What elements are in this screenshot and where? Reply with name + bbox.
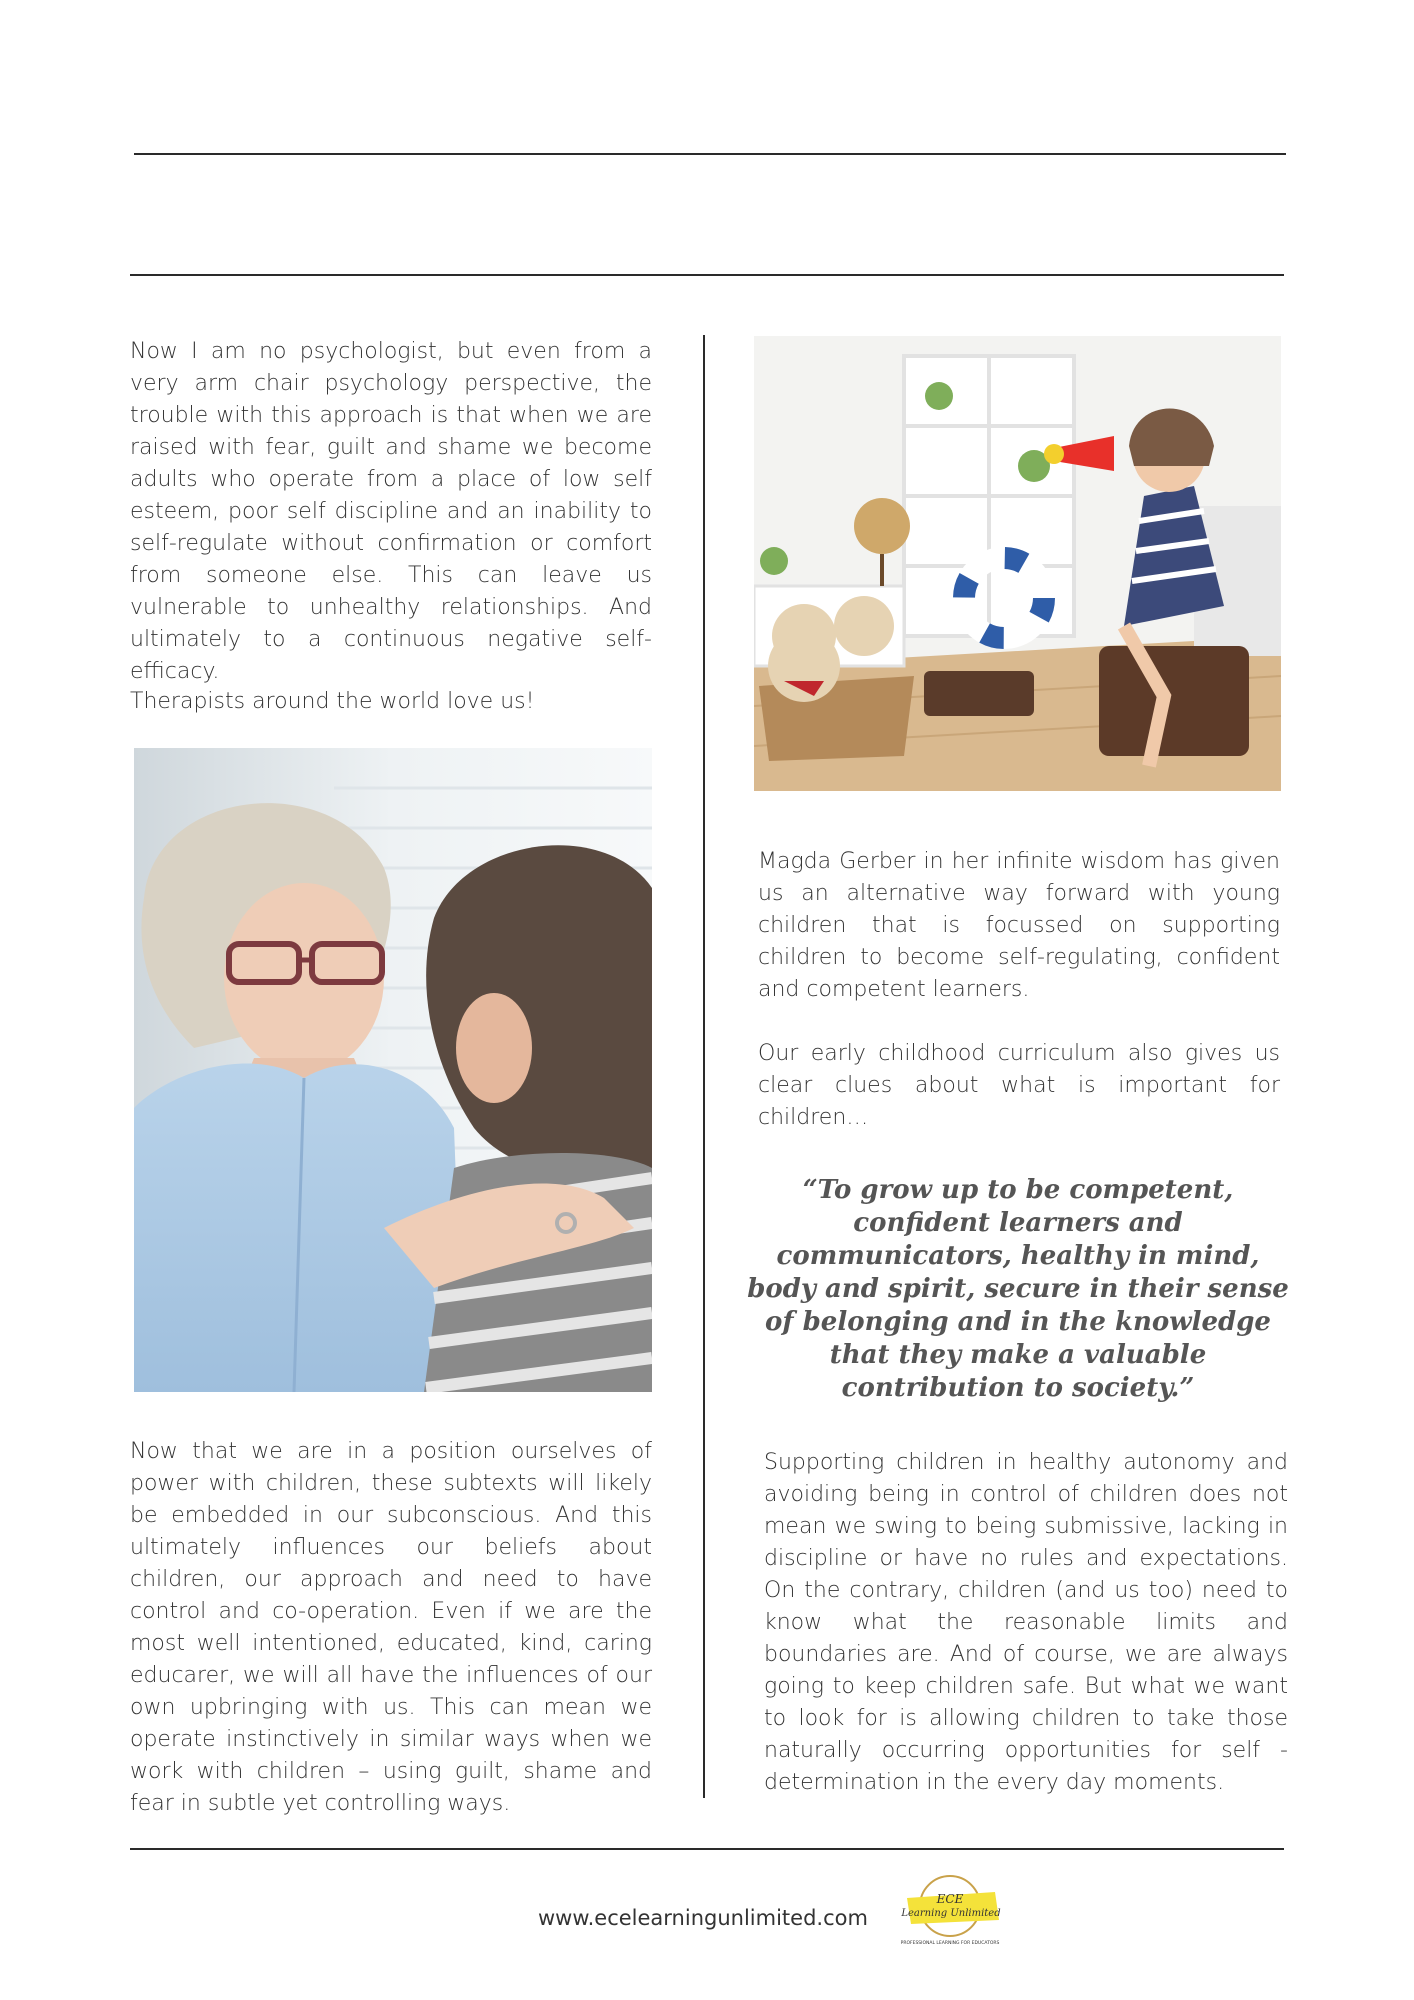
right-paragraph-3: Supporting children in healthy autonomy and avoiding being in control of children does not mean we swing to being submissive, lacking in discipline or have no rules and expectations. On the contrary, children (and us too) need to know what the reasonable limits and boundaries are. And of course, we are always going to keep children safe. But what we want to look for is allowing children to take those naturally occurring opportunities for self -determination in the every day moments. [764,1450,1288,1795]
left-paragraph-1: Now I am no psychologist, but even from a very arm chair psychology perspective, the trouble with this approach is that when we are raised with fear, guilt and shame we become adults who operate from a place of low self esteem, poor self discipline and an inability to self-regulate without confirmation or comfort from someone else. This can leave us vulnerable to unhealthy relationships. And ultimately to a continuous negative self-efficacy. [130,339,652,684]
top-rule [134,153,1286,155]
right-paragraph-2: Our early childhood curriculum also gives us clear clues about what is important for children… [758,1041,1280,1130]
svg-text:Learning Unlimited: Learning Unlimited [901,1908,1001,1919]
right-paragraph-1: Magda Gerber in her infinite wisdom has given us an alternative way forward with young children that is focussed on supporting children to become self-regulating, confident and competent learners. [758,849,1280,1002]
therapy-session-photo [134,748,652,1392]
curriculum-quote: “To grow up to be competent, confident learners and communicators, healthy in mind, body and spirit, secure in their sense of belonging and in the knowledge that they make a valuable contribution to society.” [747,1175,1289,1403]
ece-learning-unlimited-logo [895,1870,1005,1954]
header-rule [130,274,1284,276]
left-paragraph-3: Now that we are in a position ourselves of power with children, these subtexts will likely be embedded in our subconscious. And this ultimately influences our beliefs about children, our approach and need to have control and co-operation. Even if we are the most well intentioned, educated, kind, caring educarer, we will all have the influences of our own upbringing with us. This can mean we operate instinctively in similar ways when we work with children – using guilt, shame and fear in subtle yet controlling ways. [130,1439,652,1816]
svg-text:ECE: ECE [936,1892,964,1906]
svg-text:PROFESSIONAL LEARNING FOR EDUC: PROFESSIONAL LEARNING FOR EDUCATORS [900,1941,1000,1946]
bottom-rule [130,1848,1284,1850]
column-divider [703,335,705,1798]
playroom-child-photo [754,336,1281,791]
left-paragraph-2: Therapists around the world love us! [130,689,535,714]
website-url[interactable]: www.ecelearningunlimited.com [538,1906,868,1930]
